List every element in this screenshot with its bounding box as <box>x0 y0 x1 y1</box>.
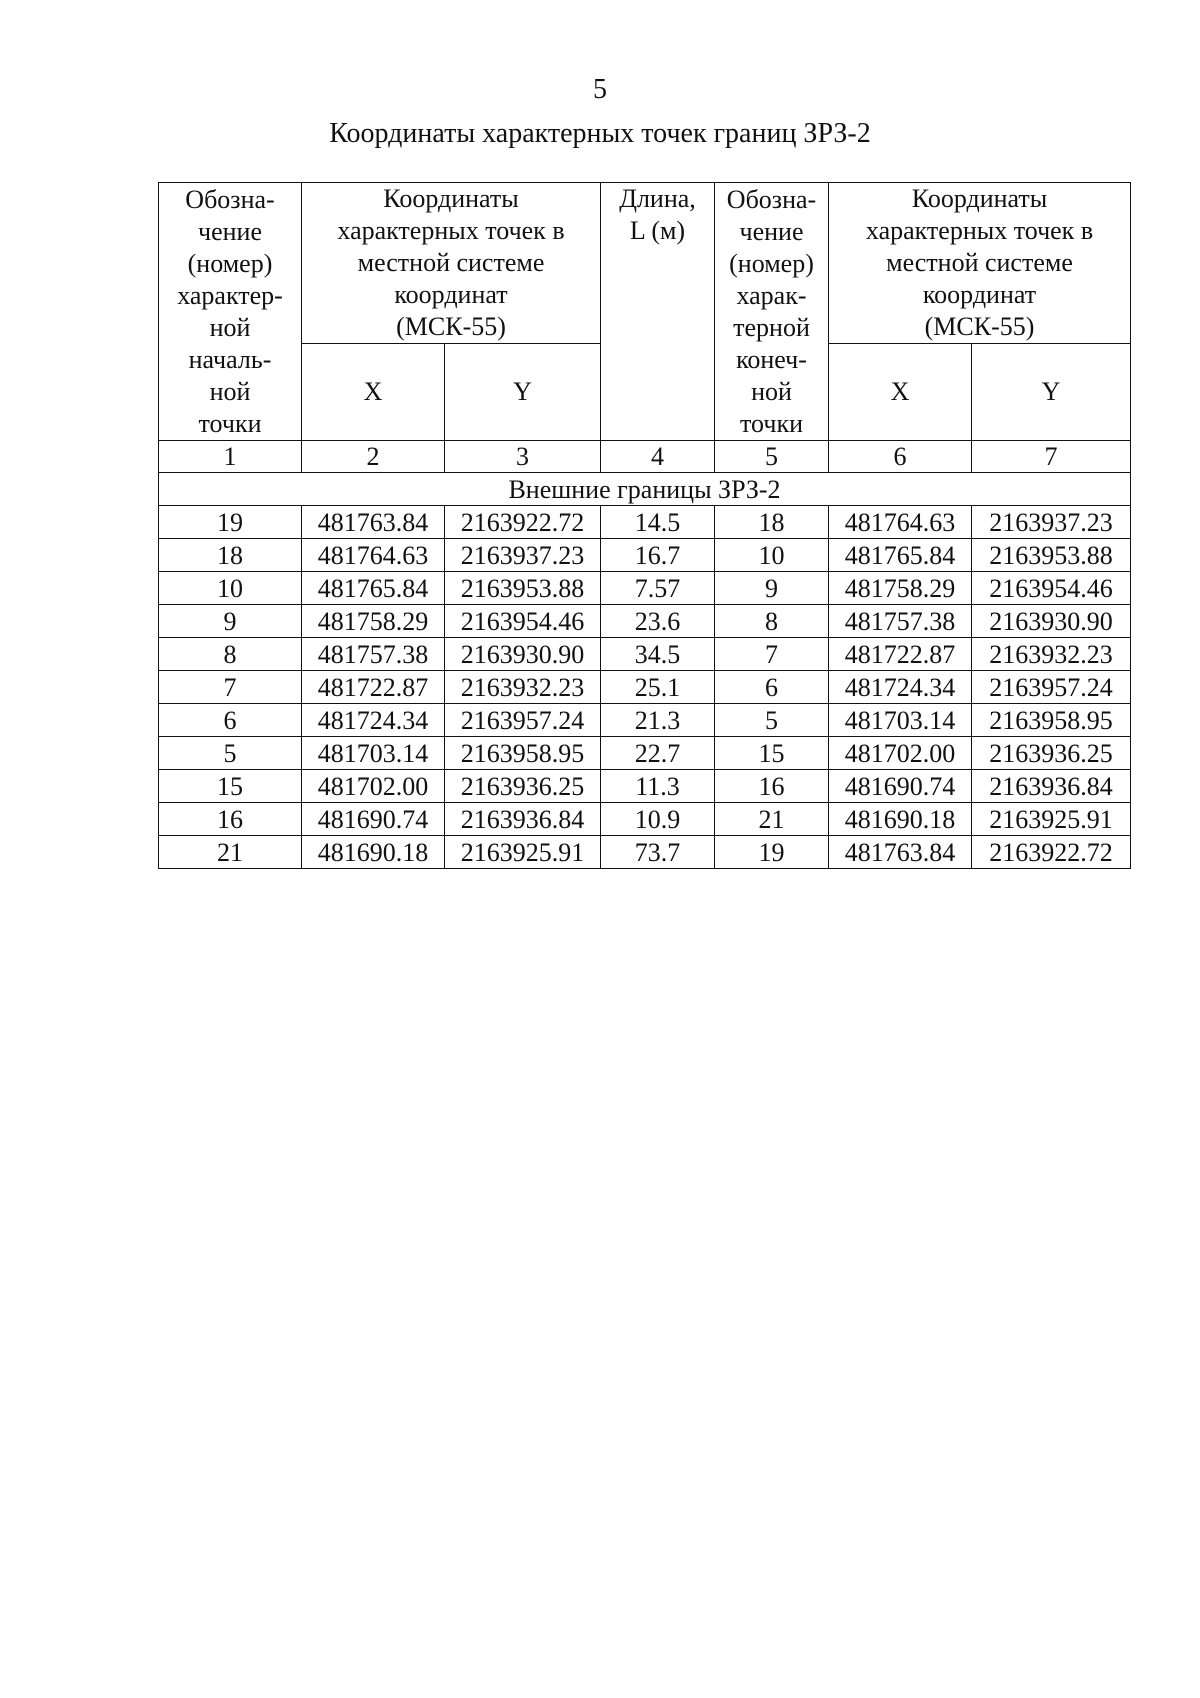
table-row <box>159 506 1131 539</box>
table-row <box>159 836 1131 869</box>
table-row <box>159 737 1131 770</box>
y-start-cell: 2163932.23 <box>445 671 601 704</box>
end-point-cell: 8 <box>715 605 829 638</box>
length-cell: 16.7 <box>601 539 715 572</box>
start-point-cell: 8 <box>159 638 302 671</box>
y-end-cell: 2163958.95 <box>972 704 1131 737</box>
table-row <box>159 605 1131 638</box>
end-point-cell: 6 <box>715 671 829 704</box>
length-cell: 25.1 <box>601 671 715 704</box>
start-point-cell: 5 <box>159 737 302 770</box>
column-number: 4 <box>601 441 715 473</box>
page-title: Координаты характерных точек границ ЗРЗ-2 <box>329 118 871 149</box>
section-row <box>159 473 1131 506</box>
length-cell: 11.3 <box>601 770 715 803</box>
y-start-cell: 2163957.24 <box>445 704 601 737</box>
header-start-point: Обозна- чение (номер) характер- ной началь- ной точки <box>159 183 302 441</box>
header-end-point: Обозна- чение (номер) харак- терной конеч- ной точки <box>715 183 829 441</box>
table-row <box>159 803 1131 836</box>
x-start-cell: 481758.29 <box>302 605 445 638</box>
column-number: 1 <box>159 441 302 473</box>
y-start-cell: 2163922.72 <box>445 506 601 539</box>
table-body <box>159 506 1131 869</box>
x-start-cell: 481757.38 <box>302 638 445 671</box>
column-number: 7 <box>972 441 1131 473</box>
x-start-cell: 481724.34 <box>302 704 445 737</box>
start-point-cell: 7 <box>159 671 302 704</box>
table-row <box>159 638 1131 671</box>
start-point-cell: 15 <box>159 770 302 803</box>
page-number: 5 <box>593 74 607 105</box>
header-y-start: Y <box>445 344 601 441</box>
length-cell: 73.7 <box>601 836 715 869</box>
y-end-cell: 2163932.23 <box>972 638 1131 671</box>
start-point-cell: 10 <box>159 572 302 605</box>
length-cell: 34.5 <box>601 638 715 671</box>
y-start-cell: 2163958.95 <box>445 737 601 770</box>
y-end-cell: 2163954.46 <box>972 572 1131 605</box>
length-cell: 14.5 <box>601 506 715 539</box>
table-row <box>159 572 1131 605</box>
table-row <box>159 770 1131 803</box>
end-point-cell: 7 <box>715 638 829 671</box>
y-start-cell: 2163937.23 <box>445 539 601 572</box>
column-number: 3 <box>445 441 601 473</box>
y-start-cell: 2163953.88 <box>445 572 601 605</box>
y-start-cell: 2163936.25 <box>445 770 601 803</box>
table-row <box>159 671 1131 704</box>
length-cell: 21.3 <box>601 704 715 737</box>
x-end-cell: 481690.74 <box>829 770 972 803</box>
y-start-cell: 2163930.90 <box>445 638 601 671</box>
end-point-cell: 9 <box>715 572 829 605</box>
x-start-cell: 481765.84 <box>302 572 445 605</box>
header-coords-start: Координаты характерных точек в местной системе координат (МСК-55) <box>302 183 601 344</box>
x-start-cell: 481690.18 <box>302 836 445 869</box>
x-end-cell: 481724.34 <box>829 671 972 704</box>
table-row <box>159 539 1131 572</box>
y-end-cell: 2163937.23 <box>972 506 1131 539</box>
y-start-cell: 2163936.84 <box>445 803 601 836</box>
y-end-cell: 2163936.84 <box>972 770 1131 803</box>
section-title: Внешние границы ЗРЗ-2 <box>159 473 1131 506</box>
x-end-cell: 481763.84 <box>829 836 972 869</box>
start-point-cell: 21 <box>159 836 302 869</box>
x-start-cell: 481764.63 <box>302 539 445 572</box>
y-end-cell: 2163957.24 <box>972 671 1131 704</box>
length-cell: 23.6 <box>601 605 715 638</box>
x-end-cell: 481703.14 <box>829 704 972 737</box>
y-end-cell: 2163922.72 <box>972 836 1131 869</box>
start-point-cell: 16 <box>159 803 302 836</box>
x-end-cell: 481757.38 <box>829 605 972 638</box>
end-point-cell: 21 <box>715 803 829 836</box>
x-start-cell: 481690.74 <box>302 803 445 836</box>
end-point-cell: 16 <box>715 770 829 803</box>
end-point-cell: 10 <box>715 539 829 572</box>
column-number: 5 <box>715 441 829 473</box>
start-point-cell: 18 <box>159 539 302 572</box>
coordinates-table <box>158 182 1131 869</box>
header-length: Длина, L (м) <box>601 183 715 441</box>
column-number: 2 <box>302 441 445 473</box>
start-point-cell: 6 <box>159 704 302 737</box>
y-start-cell: 2163925.91 <box>445 836 601 869</box>
header-x-end: X <box>829 344 972 441</box>
end-point-cell: 19 <box>715 836 829 869</box>
header-y-end: Y <box>972 344 1131 441</box>
table-row <box>159 704 1131 737</box>
column-number-row <box>159 441 1131 473</box>
x-end-cell: 481765.84 <box>829 539 972 572</box>
start-point-cell: 19 <box>159 506 302 539</box>
x-start-cell: 481702.00 <box>302 770 445 803</box>
end-point-cell: 5 <box>715 704 829 737</box>
column-number: 6 <box>829 441 972 473</box>
length-cell: 7.57 <box>601 572 715 605</box>
y-end-cell: 2163925.91 <box>972 803 1131 836</box>
length-cell: 22.7 <box>601 737 715 770</box>
x-end-cell: 481690.18 <box>829 803 972 836</box>
x-end-cell: 481722.87 <box>829 638 972 671</box>
end-point-cell: 15 <box>715 737 829 770</box>
header-x-start: X <box>302 344 445 441</box>
x-end-cell: 481758.29 <box>829 572 972 605</box>
y-start-cell: 2163954.46 <box>445 605 601 638</box>
end-point-cell: 18 <box>715 506 829 539</box>
x-start-cell: 481703.14 <box>302 737 445 770</box>
x-start-cell: 481722.87 <box>302 671 445 704</box>
y-end-cell: 2163953.88 <box>972 539 1131 572</box>
length-cell: 10.9 <box>601 803 715 836</box>
start-point-cell: 9 <box>159 605 302 638</box>
y-end-cell: 2163936.25 <box>972 737 1131 770</box>
x-start-cell: 481763.84 <box>302 506 445 539</box>
y-end-cell: 2163930.90 <box>972 605 1131 638</box>
x-end-cell: 481702.00 <box>829 737 972 770</box>
header-row-top <box>159 183 1131 344</box>
x-end-cell: 481764.63 <box>829 506 972 539</box>
header-coords-end: Координаты характерных точек в местной системе координат (МСК-55) <box>829 183 1131 344</box>
